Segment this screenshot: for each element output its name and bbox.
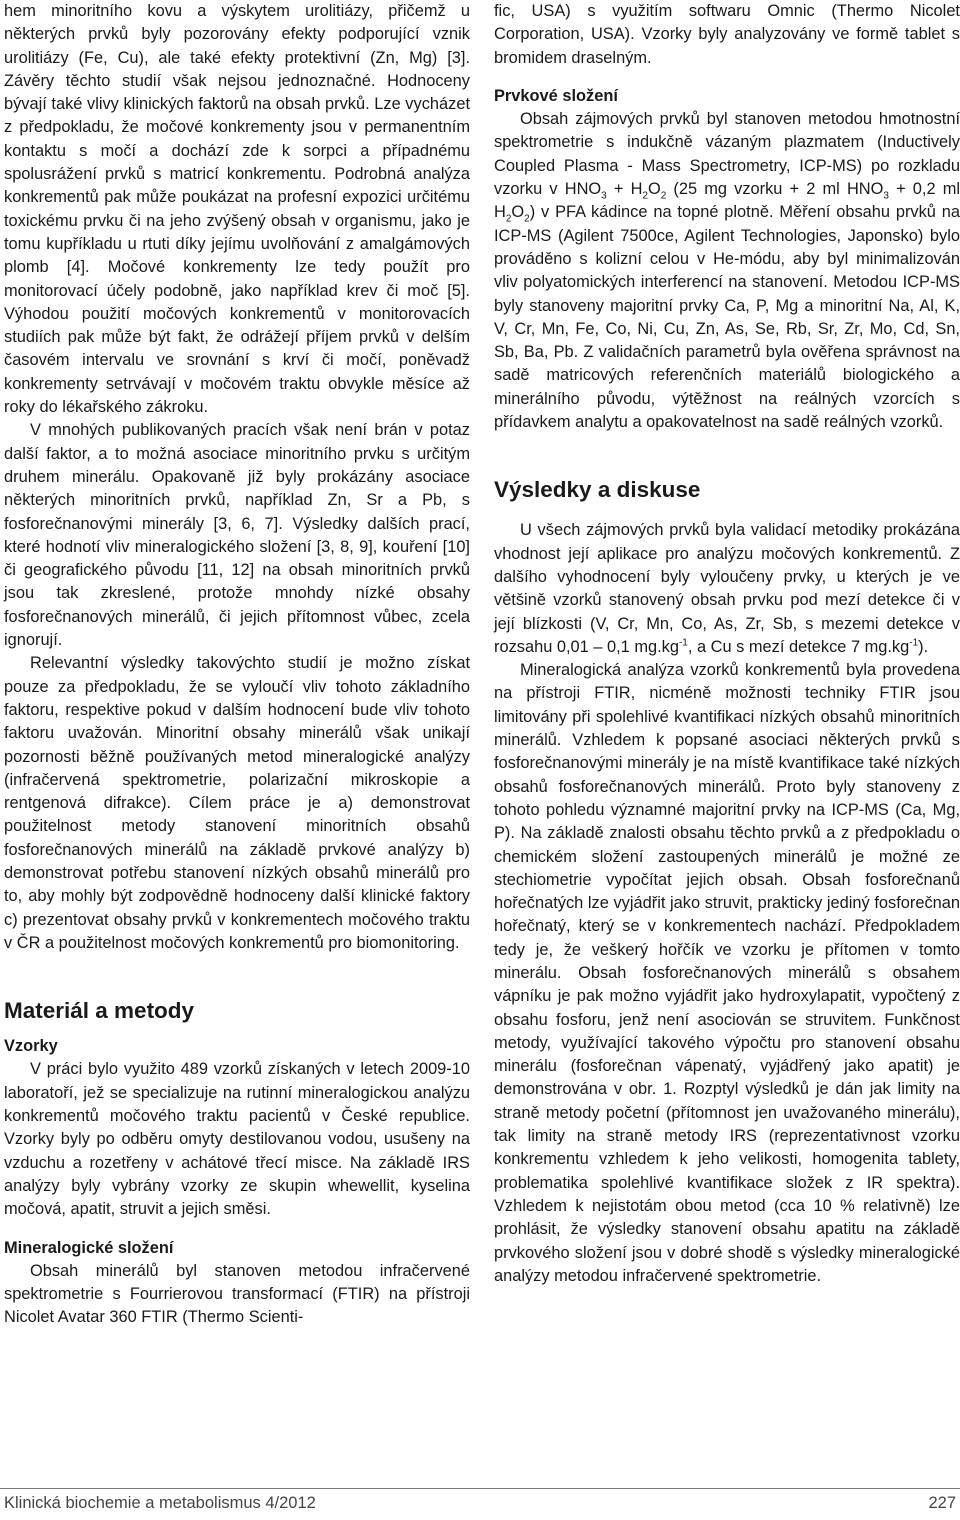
left-column <box>4 0 470 1330</box>
footer-journal-title: Klinická biochemie a metabolismus 4/2012 <box>4 1494 316 1512</box>
paragraph-mineral-association: V mnohých publikovaných pracích však není brán v potaz další faktor, a to možná asociace minoritního prvku s určitým druhem minerálu. Opakovaně již byly prokázány asociace některých minoritních prvků, například Zn, Sr a Pb, s fosforečnanovými minerály [3, 6, 7]. Výsledky dalších prací, které hodnotí vliv mineralogického složení [3, 8, 9], kouření [10] či geografického původu [11, 12] na obsah minoritních prvků jsou tak zkreslené, protože mnohdy nízké obsahy fosforečnanových minerálů, či jejich přítomnost vůbec, zcela ignorují. <box>4 421 470 650</box>
paragraph-elemental-composition: Obsah zájmových prvků byl stanoven metodou hmotnostní spektrometrie s indukčně vázaným plazmatem (Inductively Coupled Plasma - Mass Spectrometry, ICP-MS) po rozkladu vzorku v $HNO_3 + H_2O_2$ (25 mg vzorku + 2 ml $HNO_3 + 0,2$ ml $H_2O_2$) v PFA kádince na topné plotně. Měření obsahu prvků na ICP-MS (Agilent 7500ce, Agilent Technologies, Japonsko) bylo prováděno s kolizní celou v He-módu, aby byl minimalizován vliv polyatomických interferencí na stanovení. Metodou ICP-MS byly stanoveny majoritní prvky Ca, P, Mg a minoritní Na, Al, K, V, Cr, Mn, Fe, Co, Ni, Cu, Zn, As, Se, Rb, Sr, Zr, Mo, Cd, Sn, Sb, Ba, Pb. Z validačních parametrů byla ověřena správnost na sadě matricových referenčních materiálů biologického a minerálního původu, výtěžnost na reálných vzorcích s přídavkem analytu a opakovatelnost na sadě reálných vzorků. <box>494 110 960 432</box>
paragraph-intro-continuation: hem minoritního kovu a výskytem urolitiázy, přičemž u některých prvků byly pozorovány efekty podporující vznik urolitiázy (Fe, Cu), ale také efekty protektivní (Zn, Mg) [3]. Závěry těchto studií však nejsou jednoznačné. Hodnoceny bývají také vlivy klinických faktorů na obsah prvků. Lze vycházet z předpokladu, že močové konkrementy jsou v permanentním kontaktu s močí a dochází zde k sorpci a případnému spolusrážení prvků s matricí konkrementu. Podrobná analýza konkrementů pak může poukázat na profesní expozici určitému toxickému prvku či na jeho zvýšený obsah v organismu, jako je tomu kupříkladu u rtuti díky jejímu uvolňování z amalgámových plomb [4]. Močové konkrementy lze tedy použít pro monitorovací účely podobně, jako například krev či moč [5]. Výhodou použití močových konkrementů v monitorovacích studiích pak může být fakt, že odrážejí příjem prvků v delším časovém intervalu ve srovnání s krví či močí, poněvadž konkrementy setrvávají v močovém traktu obvykle měsíce až roky do lékařského zákroku. <box>4 2 470 417</box>
footer-rule <box>0 1488 960 1489</box>
heading-results-discussion: Výsledky a diskuse <box>494 477 701 503</box>
paragraph-results-mineralogy: Mineralogická analýza vzorků konkrementů byla provedena na přístroji FTIR, nicméně možnosti techniky FTIR jsou limitovány při spolehlivé kvantifikaci nízkých obsahů minoritních minerálů. Vzhledem k popsané asociaci některých prvků s fosforečnanovými minerály je na místě kvantifikace také nízkých obsahů fosforečnanových minerálů. Proto byly stanoveny z tohoto pohledu významné majoritní prvky na ICP-MS (Ca, Mg, P). Na základě znalosti obsahu těchto prvků a z předpokladu o chemickém složení zastoupených minerálů je možné ze stechiometrie vypočítat jejich obsah. Obsah fosforečnanů hořečnatých lze vyjádřit jako struvit, prakticky jediný fosforečnan hořečnatý, který se v konkrementech nachází. Předpokladem tedy je, že veškerý hořčík ve vzorku je přítomen v tomto minerálu. Obsah fosforečnanových minerálů s obsahem vápníku je pak možno vyjádřit jako hydroxylapatit, vypočtený z obsahu fosforu, jenž není asociován se struvitem. Funkčnost metody, využívající takového výpočtu pro stanovení obsahu minerálu (fosforečnan vápenatý, vyjádřený jako apatit) je demonstrována v obr. 1. Rozptyl výsledků je dán jak limity na straně metody početní (přítomnost jen uvažovaného minerálu), tak limity na straně metody IRS (reprezentativnost vzorku konkrementu vzhledem k jeho velikosti, homogenita tablety, problematika spolehlivé kvantifikace složek z IR spektra). Vzhledem k nejistotám obou metod (cca 10 % relativně) lze prohlásit, že výsledky stanovení obsahu apatitu na základě prvkového složení jsou v dobré shodě s výsledky mineralogické analýzy metodou infračervené spektrometrie. <box>494 661 960 1285</box>
paragraph-mineralogical-composition: Obsah minerálů byl stanoven metodou infračervené spektrometrie s Fourrierovou transformací (FTIR) na přístroji Nicolet Avatar 360 FTIR (Thermo Scienti- <box>4 1261 470 1327</box>
right-column <box>494 0 960 1288</box>
paragraph-samples: V práci bylo využito 489 vzorků získaných v letech 2009-10 laboratoří, jež se specializuje na rutinní mineralogickou analýzu konkrementů močového traktu pacientů v České republice. Vzorky byly po odběru omyty destilovanou vodou, usušeny na vzduchu a rozetřeny v achátové třecí misce. Na základě IRS analýzy byly vybrány vzorky ze skupin whewellit, kyselina močová, apatit, struvit a jejich směsi. <box>4 1060 470 1219</box>
footer-page-number: 227 <box>928 1494 956 1512</box>
paragraph-study-aims: Relevantní výsledky takovýchto studií je možno získat pouze za předpokladu, že se vyloučí vliv tohoto základního faktoru, respektive pokud v dalším hodnocení bude vliv tohoto faktoru uvažován. Minoritní obsahy minerálů však unikají pozornosti běžně používaných metod mineralogické analýzy (infračervená spektrometrie, polarizační mikroskopie a rentgenová difrakce). Cílem práce je a) demonstrovat použitelnost metody stanovení minoritních obsahů fosforečnanových minerálů na základě prvkové analýzy b) demonstrovat potřebu stanovení nízkých obsahů minerálů pro to, aby mohly být zodpovědně hodnoceny další klinické faktory c) prezentovat obsahy prvků v konkrementech močového traktu v ČR a použitelnost močových konkrementů pro biomonitoring. <box>4 654 470 952</box>
heading-materials-methods: Materiál a metody <box>4 998 195 1024</box>
paragraph-results-validation: U všech zájmových prvků byla validací metodiky prokázána vhodnost její aplikace pro analýzu močových konkrementů. Z dalšího vyhodnocení byly vyloučeny prvky, u kterých je ve většině vzorků stanovený obsah prvku pod mezí detekce či v její blízkosti (V, Cr, Mn, Co, As, Zr, Sb, s mezemi detekce v rozsahu 0,01 – 0,1 $mg.kg^{-1}$, a Cu s mezí detekce 7 $mg.kg^{-1}$). <box>494 521 960 656</box>
subheading-elemental-composition: Prvkové složení <box>494 86 618 105</box>
subheading-mineralogical-composition: Mineralogické složení <box>4 1238 174 1257</box>
subheading-samples: Vzorky <box>4 1037 58 1056</box>
paragraph-ftir-continuation: fic, USA) s využitím softwaru Omnic (Thermo Nicolet Corporation, USA). Vzorky byly analyzovány ve formě tablet s bromidem draselným. <box>494 2 960 67</box>
